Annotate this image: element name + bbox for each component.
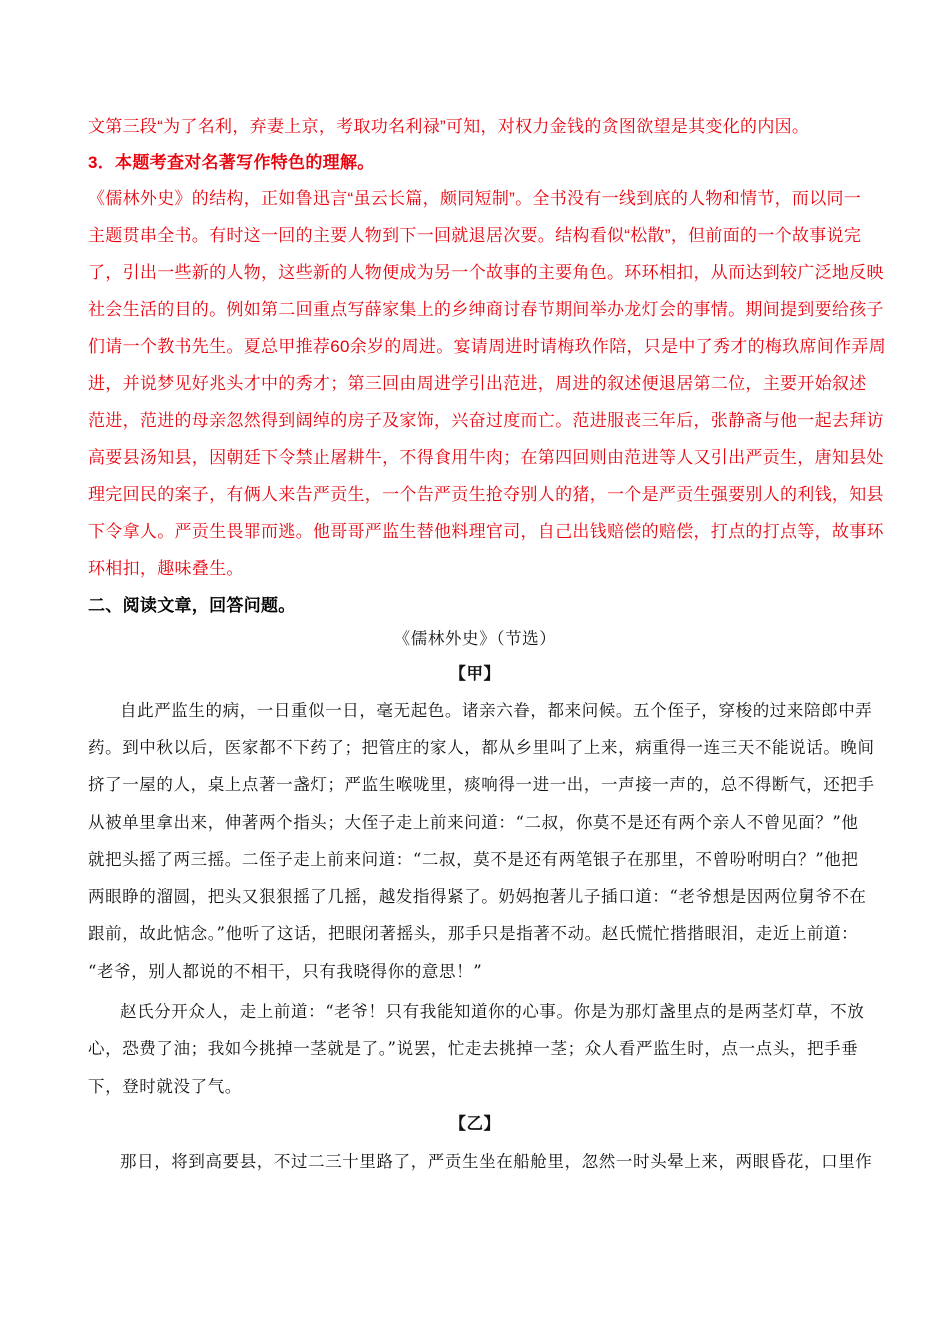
part-a-line: 两眼睁的溜圆，把头又狠狠摇了几摇，越发指得紧了。奶妈抱著儿子插口道：“老爷想是因两位舅爷不在	[88, 887, 867, 906]
part-a-line: 挤了一屋的人，桌上点著一盏灯；严监生喉咙里，痰响得一进一出，一声接一声的，总不得断气，还把手	[88, 775, 875, 794]
answer-tail-line: 文第三段“为了名利，弃妻上京，考取功名利禄”可知，对权力金钱的贪图欲望是其变化的内因。	[88, 117, 810, 136]
q3-line: 环相扣，趣味叠生。	[88, 559, 244, 578]
part-a-line: 药。到中秋以后，医家都不下药了；把管庄的家人，都从乡里叫了上来，病重得一连三天不能说话。晚间	[88, 738, 875, 757]
q3-heading: 3．本题考查对名著写作特色的理解。	[88, 153, 375, 172]
part-a-para2-line: 心，恐费了油；我如今挑掉一茎就是了。”说罢，忙走去挑掉一茎；众人看严监生时，点一点头，把手垂	[88, 1039, 859, 1058]
part-a-line: “老爷，别人都说的不相干，只有我晓得你的意思！”	[88, 962, 483, 981]
q3-line: 范进，范进的母亲忽然得到阔绰的房子及家饰，兴奋过度而亡。范进服丧三年后，张静斋与他一起去拜访	[88, 411, 884, 430]
part-a-label: 【甲】	[449, 664, 501, 683]
q3-line: 《儒林外史》的结构，正如鲁迅言“虽云长篇，颇同短制”。全书没有一线到底的人物和情节，而以同一	[88, 189, 862, 208]
section2-heading: 二、阅读文章，回答问题。	[88, 596, 296, 615]
part-b-line: 那日，将到高要县，不过二三十里路了，严贡生坐在船舱里，忽然一时头晕上来，两眼昏花，口里作	[120, 1152, 873, 1171]
excerpt-title: 《儒林外史》（节选）	[393, 629, 557, 648]
q3-line: 社会生活的目的。例如第二回重点写薛家集上的乡绅商讨春节期间举办龙灯会的事情。期间提到要给孩子	[88, 300, 884, 319]
part-a-para2-line: 下，登时就没了气。	[88, 1077, 242, 1096]
q3-line: 进，并说梦见好兆头才中的秀才；第三回由周进学引出范进，周进的叙述便退居第二位，主要开始叙述	[88, 374, 867, 393]
q3-line: 理完回民的案子，有俩人来告严贡生，一个告严贡生抢夺别人的猪，一个是严贡生强要别人的利钱，知县	[88, 485, 884, 504]
part-a-line: 就把头摇了两三摇。二侄子走上前来问道：“二叔，莫不是还有两笔银子在那里，不曾吩咐明白？”他把	[88, 850, 859, 869]
part-a-line: 从被单里拿出来，伸著两个指头；大侄子走上前来问道：“二叔，你莫不是还有两个亲人不曾见面？”他	[88, 813, 859, 832]
q3-line: 下令拿人。严贡生畏罪而逃。他哥哥严监生替他料理官司，自己出钱赔偿的赔偿，打点的打点等，故事环	[88, 522, 884, 541]
part-a-para2-line: 赵氏分开众人，走上前道：“老爷！只有我能知道你的心事。你是为那灯盏里点的是两茎灯草，不放	[120, 1002, 865, 1021]
q3-line: 了，引出一些新的人物，这些新的人物便成为另一个故事的主要角色。环环相扣，从而达到较广泛地反映	[88, 263, 884, 282]
part-a-line: 自此严监生的病，一日重似一日，毫无起色。诸亲六眷，都来问候。五个侄子，穿梭的过来陪郎中弄	[120, 701, 873, 720]
q3-line: 们请一个教书先生。夏总甲推荐60余岁的周进。宴请周进时请梅玖作陪，只是中了秀才的梅玖席间作弄周	[88, 337, 887, 356]
q3-line: 主题贯串全书。有时这一回的主要人物到下一回就退居次要。结构看似“松散”，但前面的一个故事说完	[88, 226, 862, 245]
q3-line: 高要县汤知县，因朝廷下令禁止屠耕牛，不得食用牛肉；在第四回则由范进等人又引出严贡生，唐知县处	[88, 448, 884, 467]
part-a-line: 跟前，故此惦念。”他听了这话，把眼闭著摇头，那手只是指著不动。赵氏慌忙揩揩眼泪，走近上前道：	[88, 924, 859, 943]
part-b-label: 【乙】	[449, 1114, 501, 1133]
